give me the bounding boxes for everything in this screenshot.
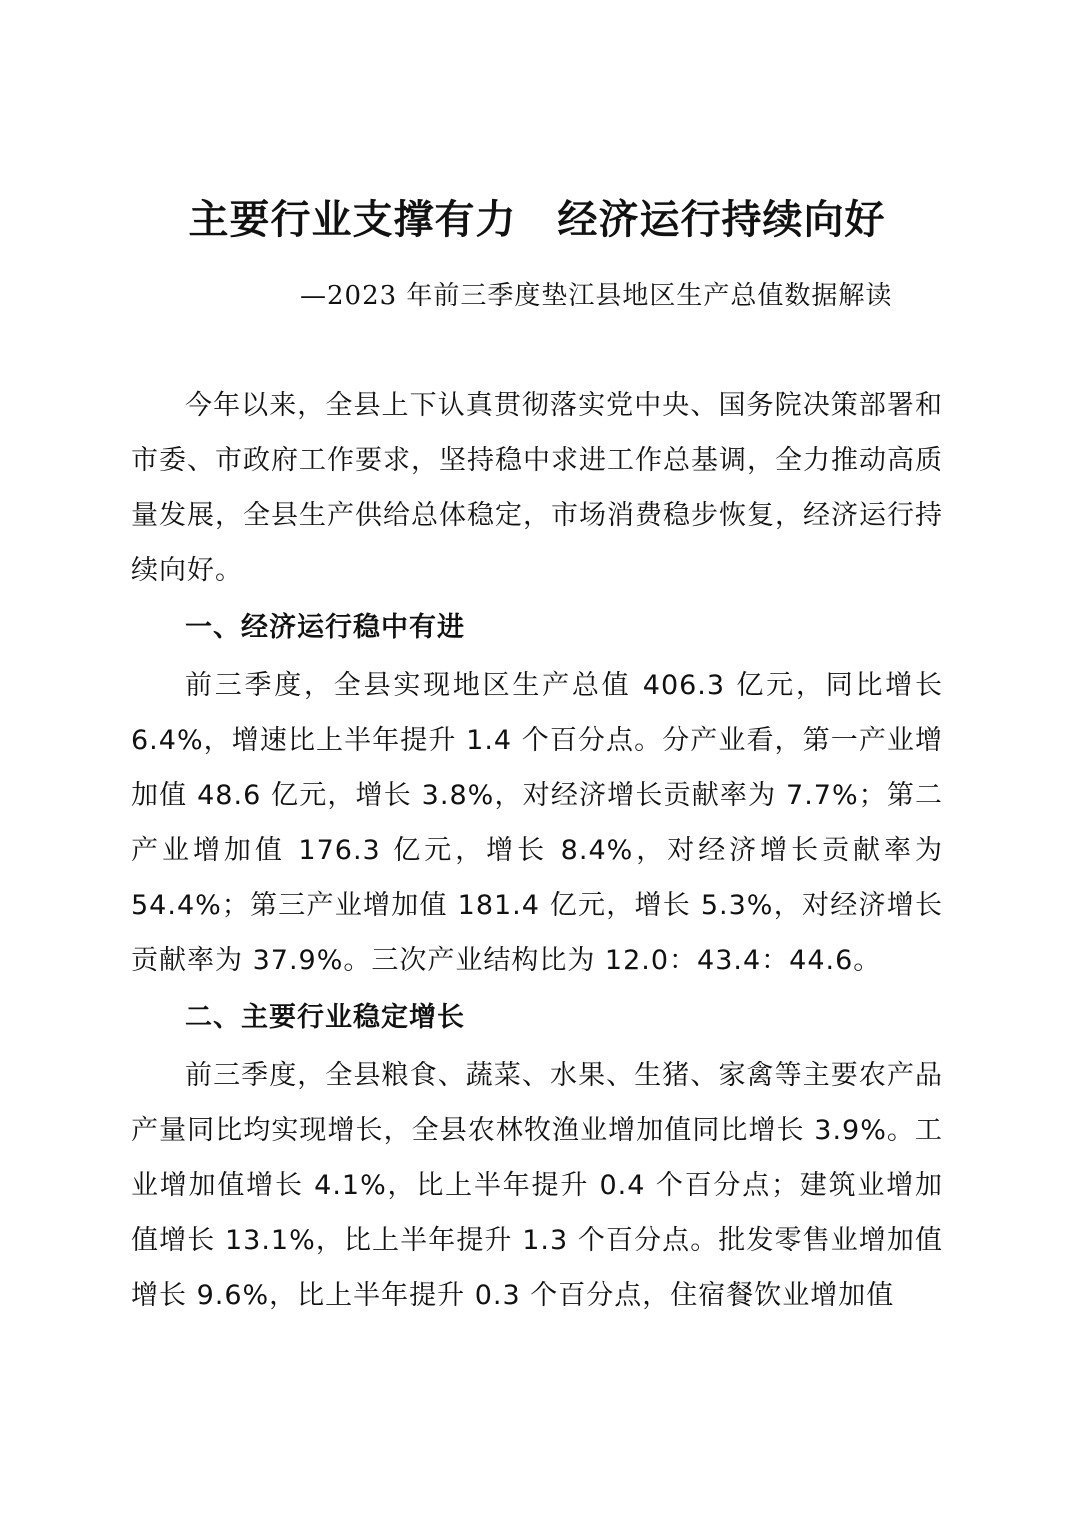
- document-title: 主要行业支撑有力 经济运行持续向好: [188, 196, 886, 243]
- section-paragraph: 前三季度，全县粮食、蔬菜、水果、生猪、家禽等主要农产品产量同比均实现增长，全县农林牧渔业增加值同比增长 3.9%。工业增加值增长 4.1%，比上半年提升 0.4 个百分点；建筑业增加值增长 13.1%，比上半年提升 1.3 个百分点。批发零售业增加值增长 9.6%，比上半年提升 0.3 个百分点，住宿餐饮业增加值: [131, 1060, 943, 1311]
- section-paragraph: 前三季度，全县实现地区生产总值 406.3 亿元，同比增长 6.4%，增速比上半年提升 1.4 个百分点。分产业看，第一产业增加值 48.6 亿元，增长 3.8%，对经济增长贡献率为 7.7%；第二产业增加值 176.3 亿元，增长 8.4%，对经济增长贡献率为 54.4%；第三产业增加值 181.4 亿元，增长 5.3%，对经济增长贡献率为 37.9%。三次产业结构比为 12.0：43.4：44.6。: [131, 670, 943, 976]
- document-body: [131, 378, 943, 1323]
- section-heading: 二、主要行业稳定增长: [185, 1002, 465, 1033]
- section-heading: 一、经济运行稳中有进: [185, 612, 465, 643]
- intro-paragraph: 今年以来，全县上下认真贯彻落实党中央、国务院决策部署和市委、市政府工作要求，坚持稳中求进工作总基调，全力推动高质量发展，全县生产供给总体稳定，市场消费稳步恢复，经济运行持续向好。: [131, 390, 943, 586]
- document-subtitle: —2023 年前三季度垫江县地区生产总值数据解读: [300, 281, 893, 311]
